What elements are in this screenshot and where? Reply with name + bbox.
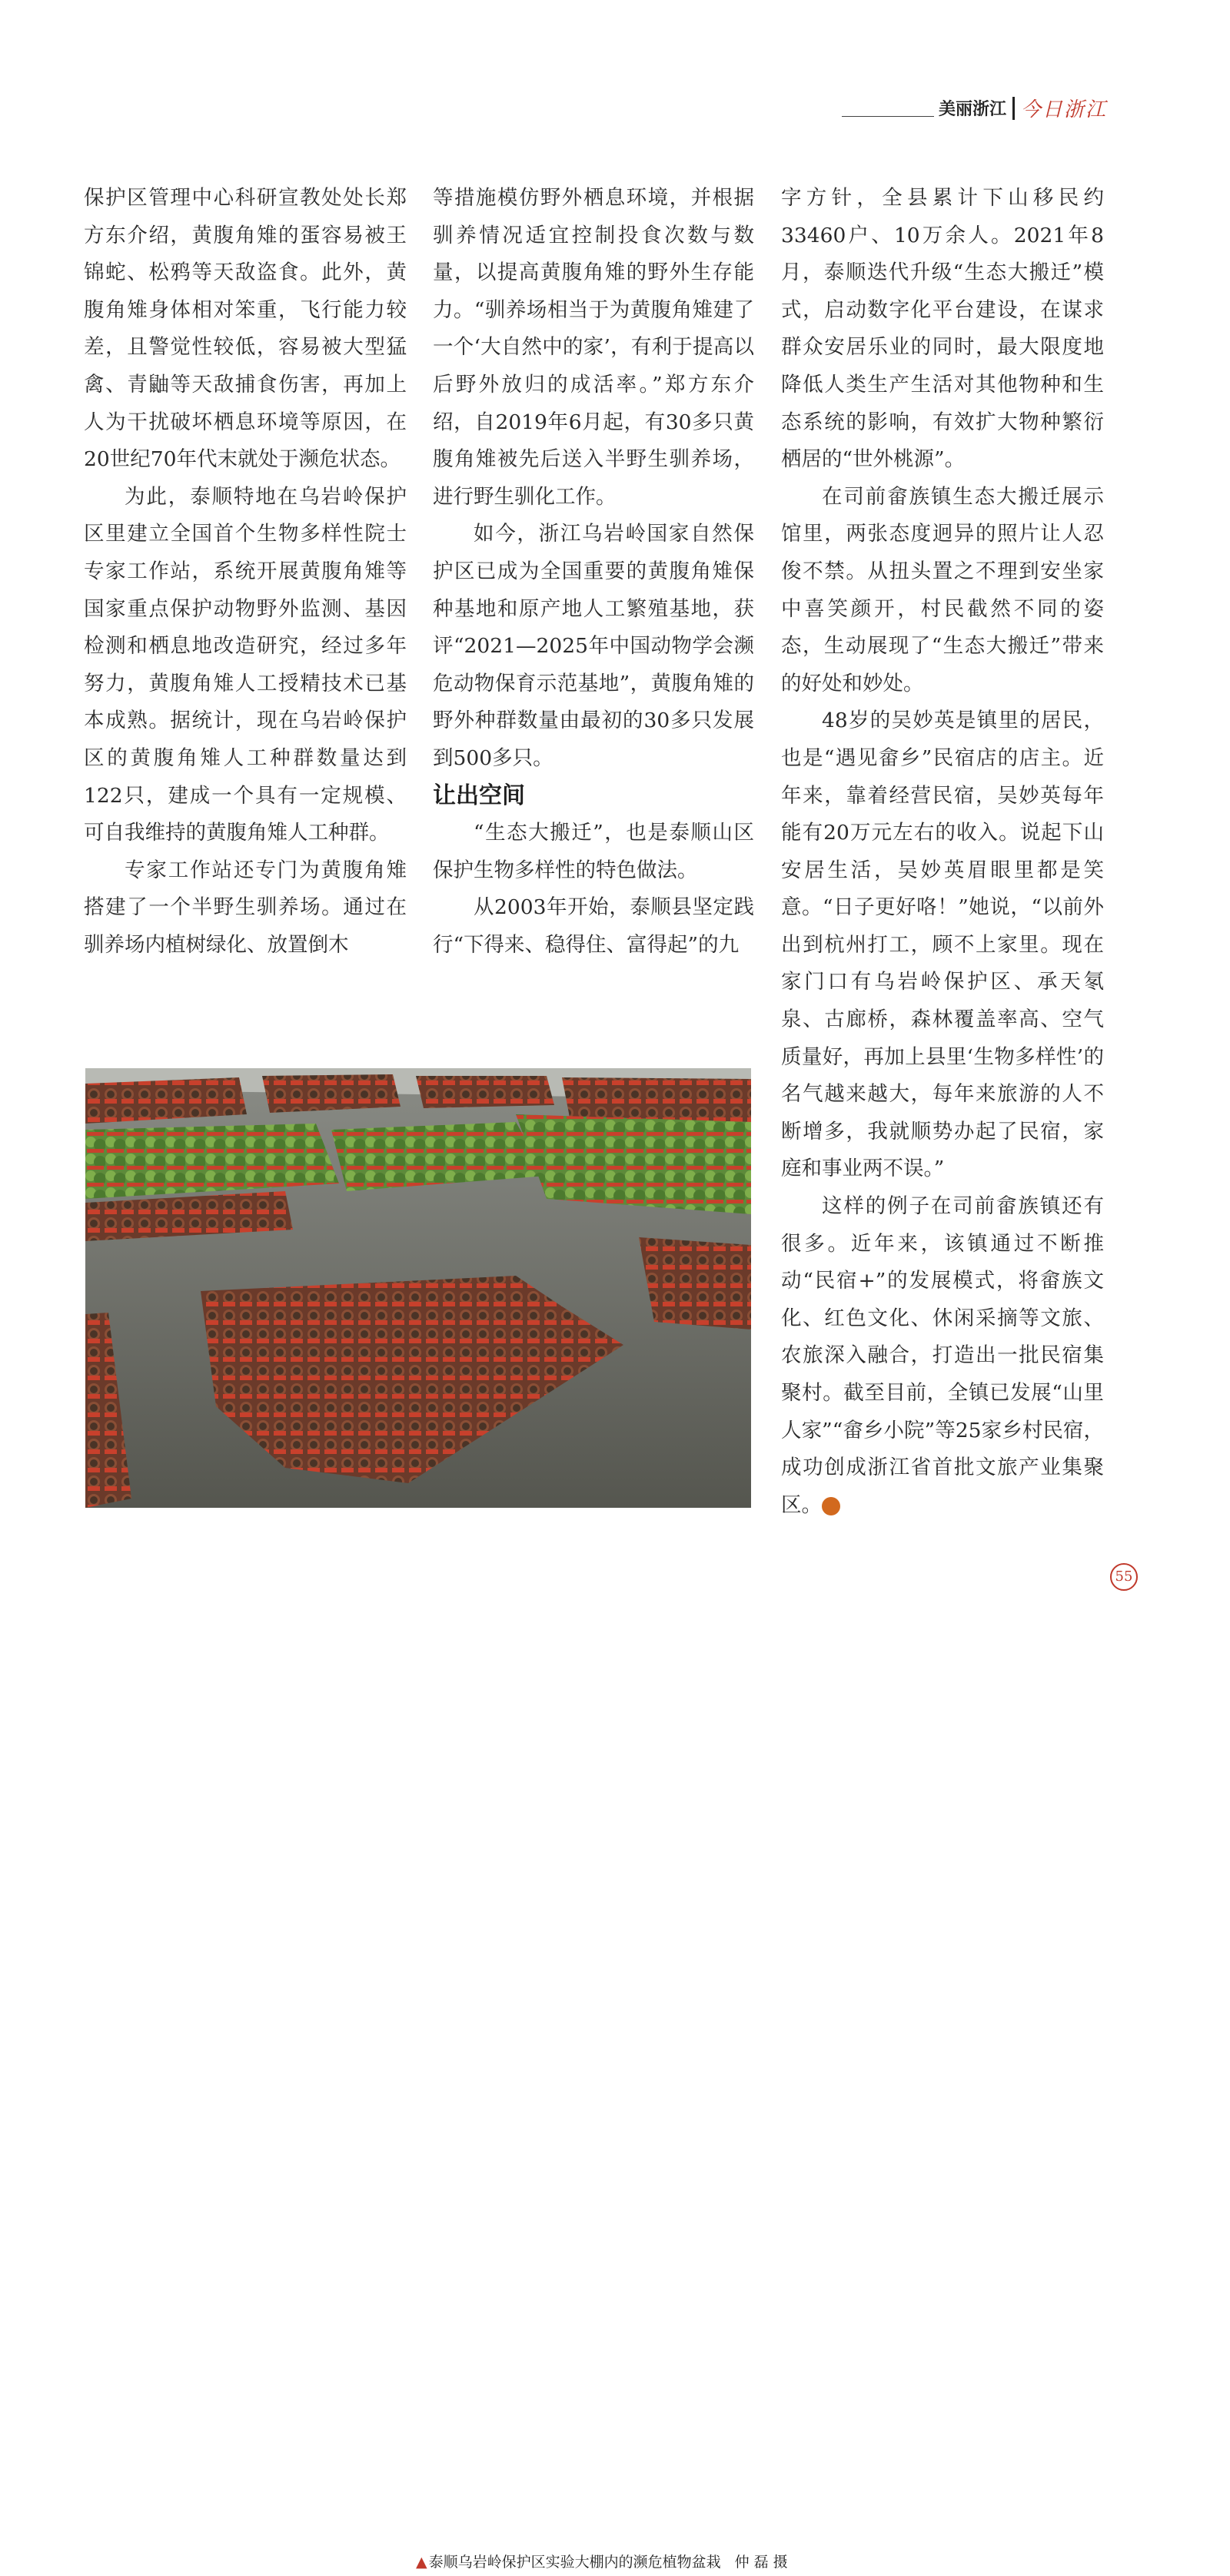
header-divider	[1012, 97, 1015, 120]
paragraph: 如今，浙江乌岩岭国家自然保护区已成为全国重要的黄腹角雉保种基地和原产地人工繁殖基地，获评“2021—2025年中国动物学会濒危动物保育示范基地”，黄腹角雉的野外种群数量由最初的30多只发展到500多只。	[433, 522, 754, 770]
paragraph: 在司前畲族镇生态大搬迁展示馆里，两张态度迥异的照片让人忍俊不禁。从扭头置之不理到安坐家中喜笑颜开，村民截然不同的姿态，生动展现了“生态大搬迁”带来的好处和妙处。	[781, 484, 1104, 695]
end-mark-icon: 今	[822, 1497, 840, 1515]
magazine-logo: 今日浙江	[1020, 98, 1107, 121]
paragraph: “生态大搬迁”，也是泰顺山区保护生物多样性的特色做法。	[433, 821, 754, 882]
paragraph: 等措施模仿野外栖息环境，并根据驯养情况适宜控制投食次数与数量，以提高黄腹角雉的野外生存能力。“驯养场相当于为黄腹角雉建了一个‘大自然中的家’，有利于提高以后野外放归的成活率。”郑方东介绍，自2019年6月起，有30多只黄腹角雉被先后送入半野生驯养场，进行野生驯化工作。	[433, 186, 754, 509]
column-2	[433, 180, 754, 964]
paragraph: 48岁的吴妙英是镇里的居民，也是“遇见畲乡”民宿店的店主。近年来，靠着经营民宿，吴妙英每年能有20万元左右的收入。说起下山安居生活，吴妙英眉眼里都是笑意。“日子更好咯！”她说，“以前外出到杭州打工，顾不上家里。现在家门口有乌岩岭保护区、承天氡泉、古廊桥，森林覆盖率高、空气质量好，再加上县里‘生物多样性’的名气越来越大，每年来旅游的人不断增多，我就顺势办起了民宿，家庭和事业两不误。”	[781, 709, 1104, 1181]
page-number: 55	[1110, 1563, 1138, 1591]
section-name: 美丽浙江	[938, 100, 1006, 119]
potted-plants-illustration	[85, 1068, 751, 1508]
paragraph	[781, 1188, 1104, 1524]
paragraph: 字方针，全县累计下山移民约33460户、10万余人。2021年8月，泰顺迭代升级“生态大搬迁”模式，启动数字化平台建设，在谋求群众安居乐业的同时，最大限度地降低人类生产生活对其他物种和生态系统的影响，有效扩大物种繁衍栖居的“世外桃源”。	[781, 186, 1104, 472]
section-subheading: 让出空间	[433, 782, 525, 809]
photo-credit: 仲磊摄	[734, 2554, 793, 2571]
page-header	[842, 94, 1107, 122]
photo-caption	[408, 2548, 793, 2576]
paragraph: 保护区管理中心科研宣教处处长郑方东介绍，黄腹角雉的蛋容易被王锦蛇、松鸦等天敌盗食。此外，黄腹角雉身体相对笨重，飞行能力较差，且警觉性较低，容易被大型猛禽、青鼬等天敌捕食伤害，再加上人为干扰破坏栖息环境等原因，在20世纪70年代末就处于濒危状态。	[84, 186, 407, 472]
header-rule	[842, 116, 934, 117]
caption-triangle-icon: ▲	[416, 2554, 427, 2571]
column-3	[781, 180, 1104, 1524]
paragraph: 从2003年开始，泰顺县坚定践行“下得来、稳得住、富得起”的九	[433, 895, 754, 957]
caption-text: 泰顺乌岩岭保护区实验大棚内的濒危植物盆栽	[428, 2554, 721, 2571]
greenhouse-photo	[85, 1068, 793, 2571]
paragraph: 为此，泰顺特地在乌岩岭保护区里建立全国首个生物多样性院士专家工作站，系统开展黄腹角雉等国家重点保护动物野外监测、基因检测和栖息地改造研究，经过多年努力，黄腹角雉人工授精技术已基本成熟。据统计，现在乌岩岭保护区的黄腹角雉人工种群数量达到122只，建成一个具有一定规模、可自我维持的黄腹角雉人工种群。	[84, 484, 407, 845]
paragraph: 专家工作站还专门为黄腹角雉搭建了一个半野生驯养场。通过在驯养场内植树绿化、放置倒木	[84, 858, 407, 957]
column-1	[84, 180, 407, 964]
paragraph-text: 这样的例子在司前畲族镇还有很多。近年来，该镇通过不断推动“民宿+”的发展模式，将畲族文化、红色文化、休闲采摘等文旅、农旅深入融合，打造出一批民宿集聚村。截至目前，全镇已发展“山里人家”“畲乡小院”等25家乡村民宿，成功创成浙江省首批文旅产业集聚区。	[781, 1194, 1104, 1517]
